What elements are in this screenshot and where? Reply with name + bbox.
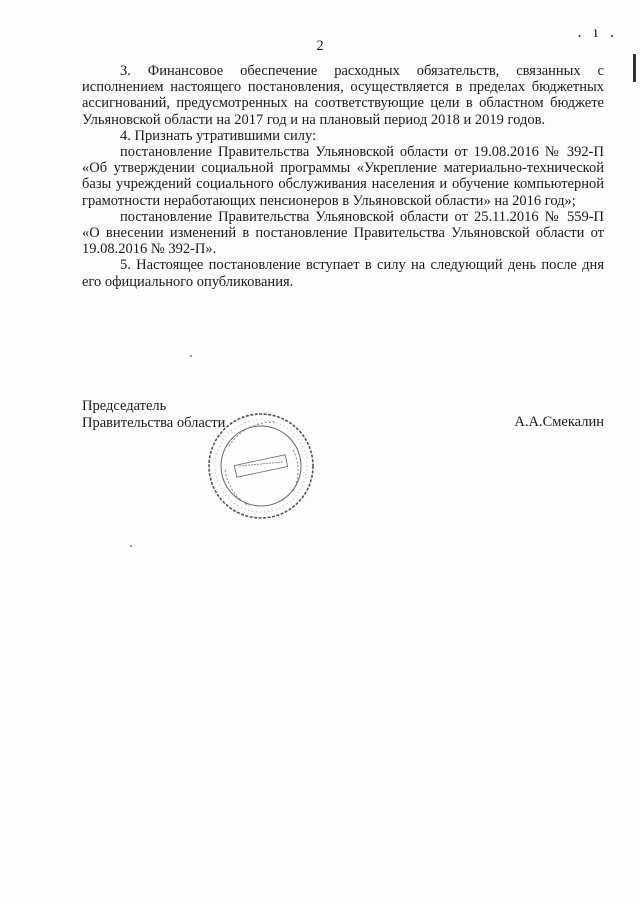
paragraph-repeal-item-1: постановление Правительства Ульяновской области от 19.08.2016 № 392-П «Об утверждении социальной программы «Укрепление материально-технической базы учреждений социального обслуживания населения и обучение компьютерной грамотности неработающих пенсионеров в Ульяновской области» на 2016 год»; [82, 144, 604, 209]
paragraph-financing: 3. Финансовое обеспечение расходных обязательств, связанных с исполнением настоящего постановления, осуществляется в пределах бюджетных ассигнований, предусмотренных на соответствующие цели в областном бюджете Ульяновской области на 2017 год и на плановый период 2018 и 2019 годов. [82, 63, 604, 128]
document-body [82, 63, 604, 290]
scan-speck [190, 355, 192, 357]
corner-mark: . ı . [577, 24, 618, 41]
signatory-title [82, 398, 225, 432]
signatory-name: А.А.Смекалин [514, 414, 604, 430]
paragraph-effective-date: 5. Настоящее постановление вступает в силу на следующий день после дня его официального опубликования. [82, 257, 604, 290]
official-seal-stamp [205, 410, 317, 522]
paragraph-repeal-item-2: постановление Правительства Ульяновской области от 25.11.2016 № 559-П «О внесении изменений в постановление Правительства Ульяновской области от 19.08.2016 № 392-П». [82, 208, 604, 258]
scan-edge-mark [633, 54, 636, 82]
signatory-title-line-1: Председатель [82, 398, 167, 414]
signatory-title-line-2: Правительства области [82, 415, 226, 431]
page-number: 2 [316, 38, 324, 54]
scan-speck [130, 545, 132, 547]
paragraph-repeal-heading: 4. Признать утратившими силу: [120, 127, 317, 144]
